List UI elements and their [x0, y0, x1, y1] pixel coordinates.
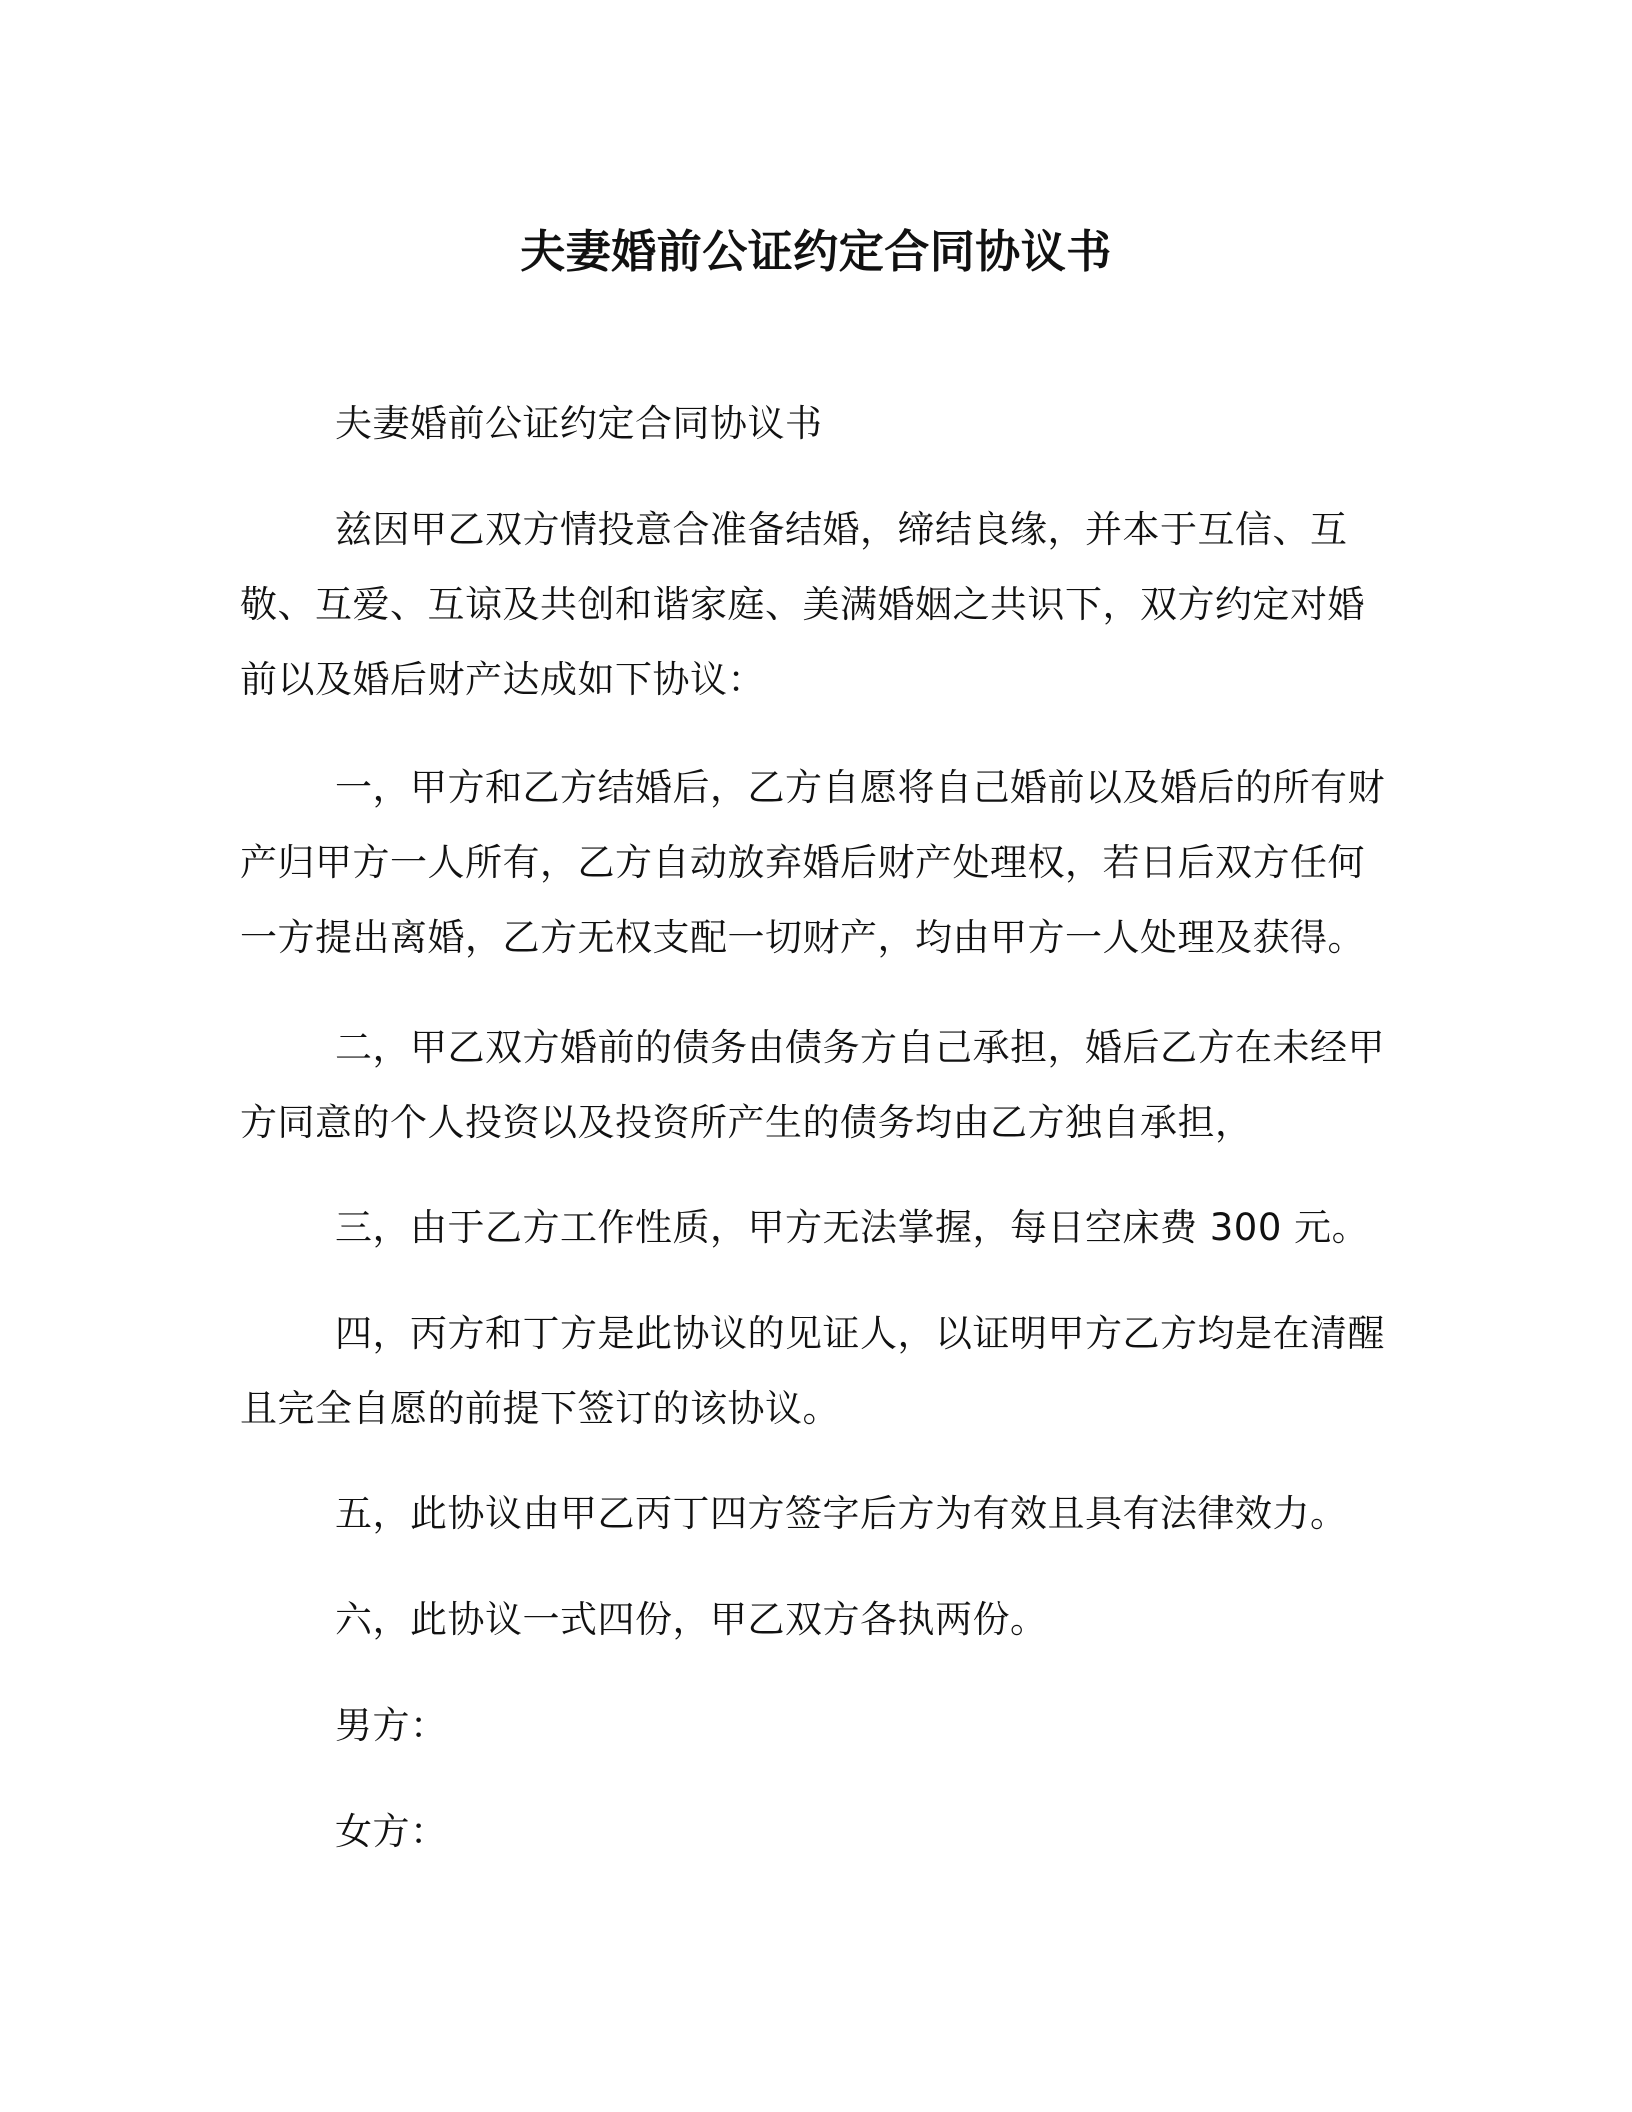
- clause-one: 一，甲方和乙方结婚后，乙方自愿将自己婚前以及婚后的所有财产归甲方一人所有，乙方自动放弃婚后财产处理权，若日后双方任何一方提出离婚，乙方无权支配一切财产，均由甲方一人处理及获得。: [240, 766, 1385, 959]
- male-signature-label: 男方：: [335, 1704, 448, 1747]
- clause-two: 二，甲乙双方婚前的债务由债务方自己承担，婚后乙方在未经甲方同意的个人投资以及投资所产生的债务均由乙方独自承担，: [240, 1026, 1385, 1144]
- female-signature-label: 女方：: [335, 1810, 448, 1853]
- clause-four: 四，丙方和丁方是此协议的见证人，以证明甲方乙方均是在清醒且完全自愿的前提下签订的该协议。: [240, 1312, 1385, 1430]
- intro-paragraph: 兹因甲乙双方情投意合准备结婚，缔结良缘，并本于互信、互敬、互爱、互谅及共创和谐家庭、美满婚姻之共识下，双方约定对婚前以及婚后财产达成如下协议：: [240, 508, 1365, 701]
- document-subtitle: 夫妻婚前公证约定合同协议书: [335, 402, 823, 445]
- clause-three: 三，由于乙方工作性质，甲方无法掌握，每日空床费 300 元。: [335, 1206, 1370, 1249]
- document-title: 夫妻婚前公证约定合同协议书: [520, 225, 1112, 278]
- clause-five: 五，此协议由甲乙丙丁四方签字后方为有效且具有法律效力。: [335, 1492, 1348, 1535]
- clause-six: 六，此协议一式四份，甲乙双方各执两份。: [335, 1598, 1048, 1641]
